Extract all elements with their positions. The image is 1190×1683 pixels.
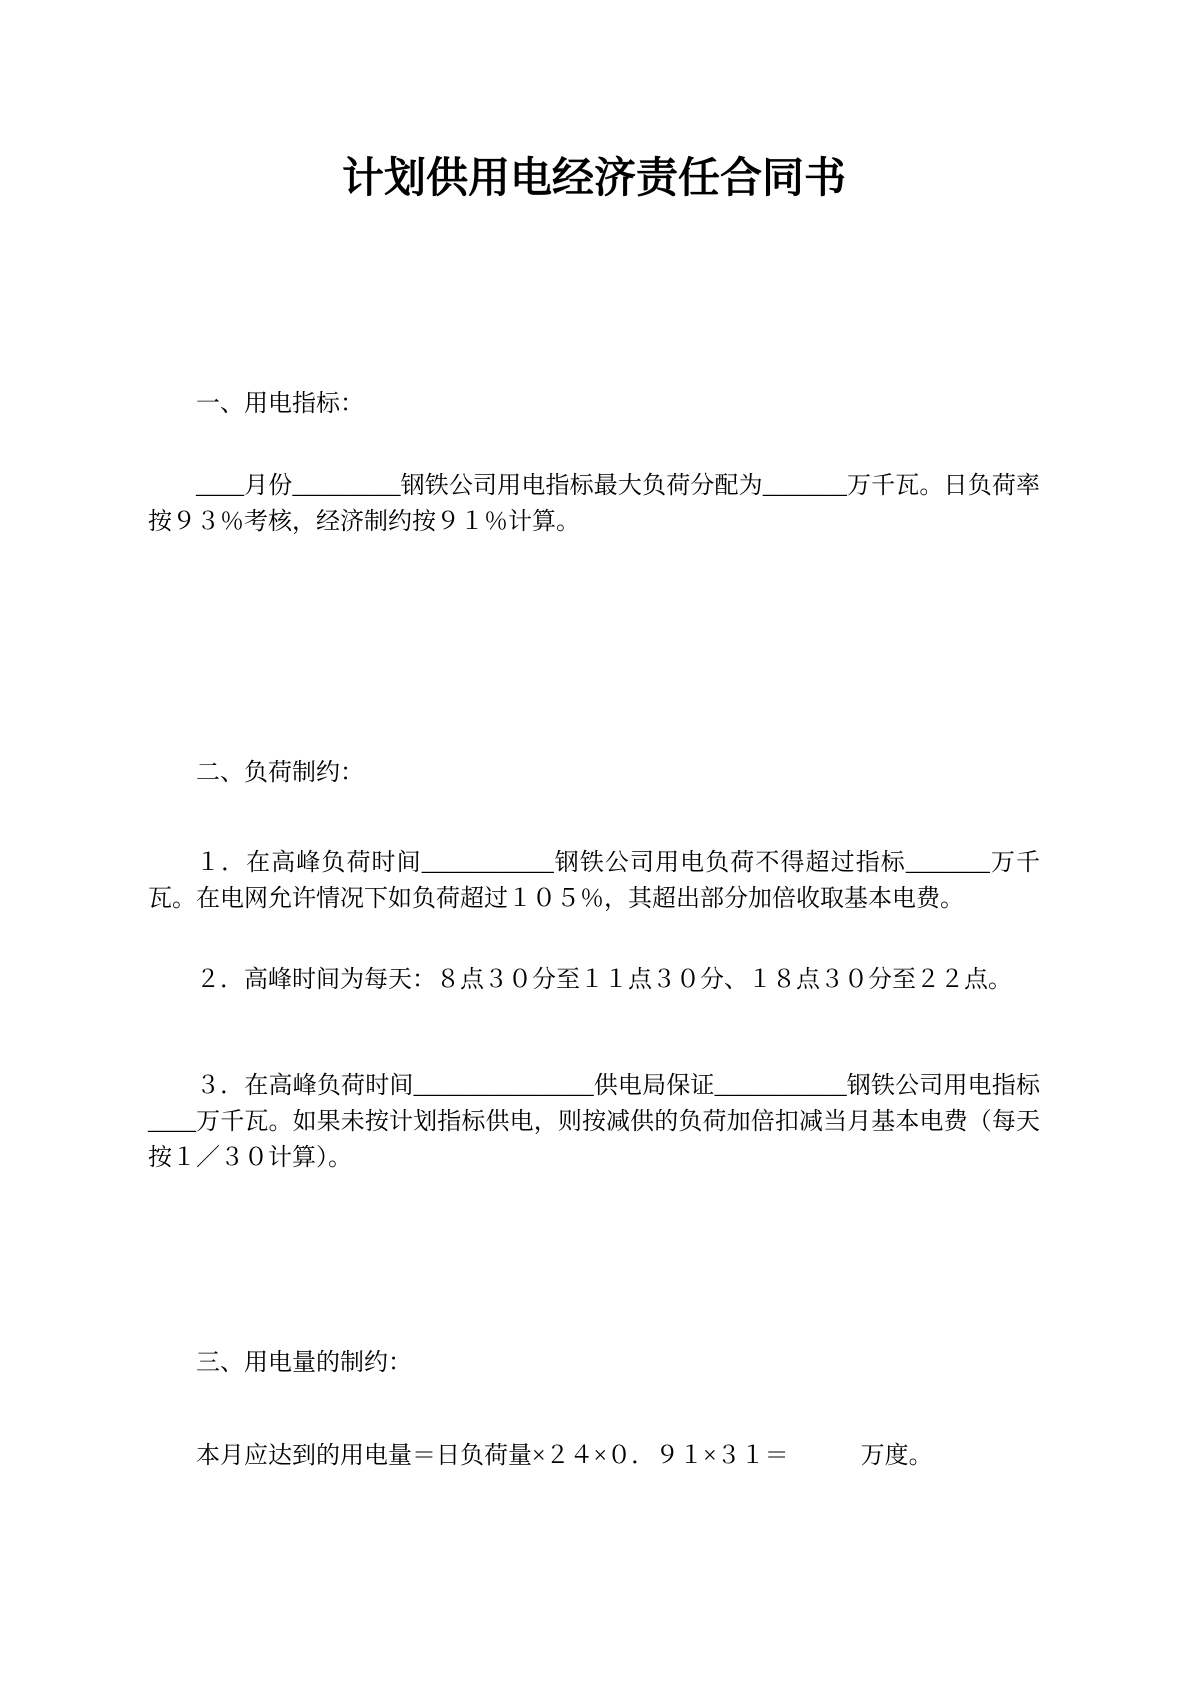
paragraph-monthly-consumption: 本月应达到的用电量＝日负荷量×２４×０．９１×３１＝ 万度。	[196, 1443, 933, 1469]
section-3-heading: 三、用电量的制约：	[196, 1350, 412, 1376]
document-title: 计划供用电经济责任合同书	[341, 154, 846, 201]
section-1-heading: 一、用电指标：	[196, 391, 364, 417]
clause-3-supply-guarantee: ３．在高峰负荷时间_______________供电局保证___________钢铁公司用电指标____万千瓦。如果未按计划指标供电，则按减供的负荷加倍扣减当月基本电费（每天按１／３０计算）。	[148, 1073, 1040, 1171]
clause-1-peak-load-limit: １．在高峰负荷时间___________钢铁公司用电负荷不得超过指标_______万千瓦。在电网允许情况下如负荷超过１０５％，其超出部分加倍收取基本电费。	[148, 850, 1040, 912]
paragraph-power-quota: ____月份_________钢铁公司用电指标最大负荷分配为_______万千瓦。日负荷率按９３％考核，经济制约按９１％计算。	[148, 473, 1040, 535]
section-2-heading: 二、负荷制约：	[196, 760, 364, 786]
clause-2-peak-hours: ２．高峰时间为每天：８点３０分至１１点３０分、１８点３０分至２２点。	[196, 967, 1012, 993]
